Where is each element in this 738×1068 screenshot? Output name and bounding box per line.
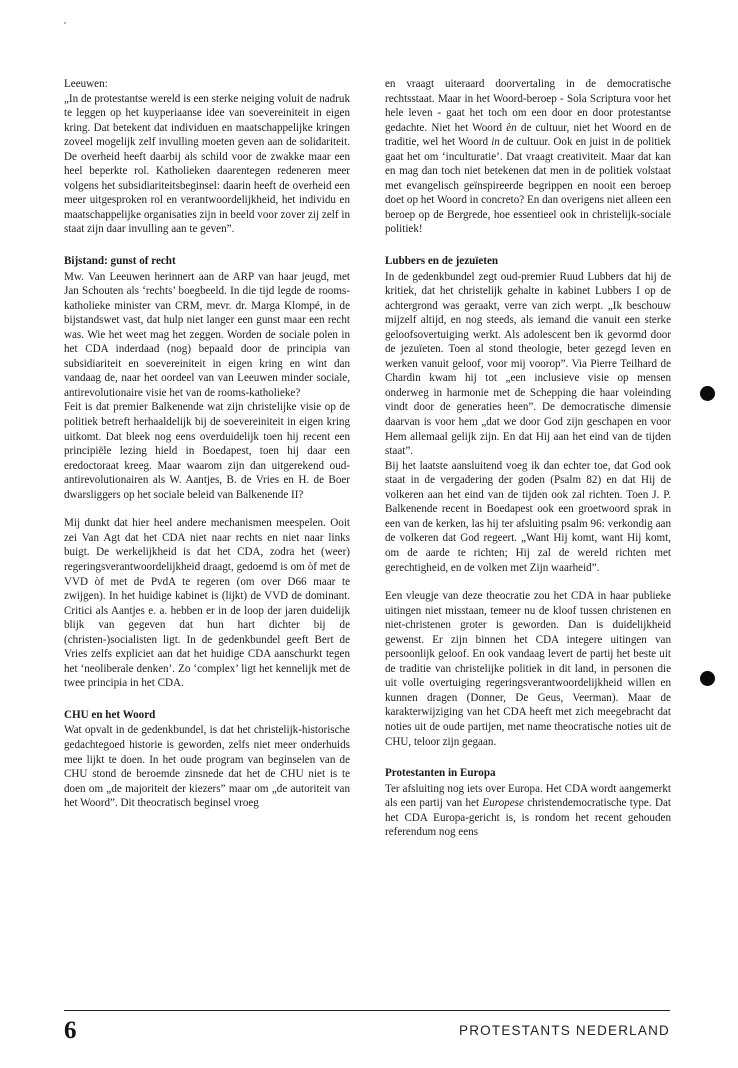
- paragraph: In de gedenkbundel zegt oud-premier Ruud Lubbers dat hij de kritiek, dat het christelijk gehalte in kabinet Lubbers I op de achtergrond was geraakt, verre van zich werpt. „Ik beschouw mijzelf altijd, en nog steeds, als iemand die vanuit een sterke geloofsovertuiging werkt. Als adolescent ben ik gevormd door de jezuïeten. Toen al stond theologie, beter gezegd leven en werken vanuit geloof, voor mij voorop”. Via Pierre Teilhard de Chardin kwam hij tot „een inclusieve visie op mensen onderweg in harmonie met de Schepping die haar voleinding vindt door de generaties heen”. De democratische dimensie daarvan is voor hem „dat we door God zijn geschapen en voor Hem allemaal gelijk zijn. En dat Hij aan het eind van de tijden staat”.: [385, 270, 671, 458]
- paragraph: Een vleugje van deze theocratie zou het CDA in haar publieke uitingen niet misstaan, temeer nu de kloof tussen christenen en niet-christenen groter is geworden. Dan is duidelijkheid gewenst. Er zijn binnen het CDA integere uitingen van persoonlijk geloof. En ook vandaag levert de partij het beste uit de traditie van christelijke politiek in dit land, in personen die uit volle overtuiging regeringsverantwoordelijkheid willen en kunnen dragen (Donner, De Geus, Veerman). Maar de karakterwijziging van het CDA heeft met zich meegebracht dat noties uit de oude partijen, met name theocratische noties uit de CHU, teloor zijn gegaan.: [385, 590, 671, 748]
- text-run: de cultuur, niet het Woord en de traditie, wel het Woord: [385, 121, 672, 149]
- emphasis: Europese: [482, 797, 524, 810]
- page-number: 6: [64, 1017, 77, 1044]
- section-heading-lubbers: Lubbers en de jezuïeten: [385, 255, 499, 268]
- emphasis: èn: [506, 121, 517, 134]
- emphasis: in: [491, 136, 500, 149]
- section-heading-europa: Protestanten in Europa: [385, 767, 496, 780]
- continued-paragraph: [385, 77, 671, 237]
- section-heading-bijstand: Bijstand: gunst of recht: [64, 255, 176, 268]
- paragraph: Feit is dat premier Balkenende wat zijn christelijke visie op de politiek betreft herhaaldelijk bij de soevereiniteit in eigen kring uitkomt. Dat bleek nog eens overduidelijk toen hij recent een principiële lezing hield in Boedapest, toen hij daar een eredoctoraat kreeg. Maar waarom zijn dan uitgerekend oud-antirevolutionairen als W. Aantjes, B. de Vries en H. de Boer dwarsliggers op het sociale beleid van Balkenende II?: [64, 401, 350, 501]
- section-heading-chu: CHU en het Woord: [64, 708, 156, 721]
- text-run: en vraagt uiteraard doorvertaling in de democratische rechtsstaat. Maar in het Woord-beroep - Sola Scriptura voor het hele leven - gaat het toch om een door en door protestantse gedachte. Niet het Woord: [385, 78, 671, 134]
- right-column: [385, 77, 671, 840]
- intro-label: Leeuwen:: [64, 78, 108, 90]
- paragraph: [385, 782, 671, 840]
- paragraph: Mw. Van Leeuwen herinnert aan de ARP van haar jeugd, met Jan Schouten als ‘rechts’ boegbeeld. In die tijd legde de rooms-katholieke minister van CRM, mevr. dr. Marga Klompé, in de bijstandswet vast, dat hulp niet langer een gunst maar een recht was. Wie het weet mag het zeggen. Worden de sociale polen in het CDA inderdaad (nog) bepaald door de principia van subsidiariteit en soevereiniteit in eigen kring en wint dan vandaag de, naar het oordeel van van Leeuwen minder sociale, antirevolutionaire visie het van de rooms-katholieke?: [64, 270, 350, 399]
- text-run: de cultuur. Ook en juist in de politiek gaat het om ‘inculturatie’. Dat vraagt creativiteit. Maar dat kan en mag dan toch niet betekenen dat men in de politiek volstaat met evangelisch geïnspireerde begrippen en nooit een beroep doet op het Woord in concreto? En dan overigens niet alleen een beroep op de Bergrede, hoe essentieel ook in christelijk-sociale politiek!: [385, 136, 671, 236]
- text-run: Ter afsluiting nog iets over Europa. Het CDA wordt aangemerkt als een partij van het: [385, 782, 671, 810]
- opening-quote: „In de protestantse wereld is een sterke neiging voluit de nadruk te leggen op het kuyperiaanse idee van soevereiniteit in eigen kring. Dat betekent dat individuen en maatschappelijke kringen zoveel mogelijk zelf invulling moeten geven aan de solidariteit. De overheid heeft daarbij als schild voor de zwakke maar een heel beperkte rol. Katholieken daarentegen redeneren meer volgens het subsidiariteitsbeginsel: daarin heeft de overheid een meer uitgesproken rol en verantwoordelijkheid, het individu en maatschappelijke organisaties zijn in beeld voor zover zij zelf in staat zijn daar invulling aan te geven”.: [64, 92, 350, 236]
- scan-speck: [64, 22, 66, 24]
- footer-rule: [64, 1010, 670, 1011]
- publication-name: PROTESTANTS NEDERLAND: [459, 1023, 670, 1038]
- paragraph: Bij het laatste aansluitend voeg ik dan echter toe, dat God ook staat in de vergadering der goden (Psalm 82) en dat Hij de volkeren aan het eind van de tijden ook zal richten. Toen J. P. Balkenende recent in Boedapest ook een groetwoord sprak in een van de kerken, las hij ter afsluiting psalm 96: verkondig aan de volkeren dat God regeert. „Want Hij komt, want Hij komt, om de aarde te richten; Hij zal de wereld richten met gerechtigheid, en de volken met Zijn waarheid”.: [385, 459, 671, 574]
- text-run: christendemocratische type. Dat het CDA Europa-gericht is, is rondom het recent gehouden referendum nog eens: [385, 797, 671, 839]
- paragraph: Wat opvalt in de gedenkbundel, is dat het christelijk-historische gedachtegoed historie is geworden, zelfs niet meer onderhuids mee lijkt te doen. In het oude program van beginselen van de CHU stond de beroemde zinsnede dat het de CHU niet is te doen om „de majoriteit der kiezers” maar om „de autoriteit van het Woord”. Dit theocratisch beginsel vroeg: [64, 724, 350, 810]
- binder-hole: [700, 386, 715, 401]
- paragraph: Mij dunkt dat hier heel andere mechanismen meespelen. Ooit zei Van Agt dat het CDA niet naar rechts en niet naar links buigt. De werkelijkheid is dat het CDA, zodra het (weer) regeringsverantwoordelijkheid draagt, gedoemd is om òf met de VVD òf met de PvdA te regeren (om over D66 maar te zwijgen). In het huidige kabinet is (lijkt) de VVD de dominant. Critici als Aantjes e. a. hebben er in de loop der jaren duidelijk blijk van gegeven dat hun hart dichter bij de (christen-)socialisten ligt. In de gedenkbundel geeft Bert de Vries zelfs expliciet aan dat het huidige CDA aanschurkt tegen het ‘neoliberale denken’. Zo ‘complex’ ligt het kennelijk met de twee principia in het CDA.: [64, 517, 350, 690]
- left-column: [64, 77, 350, 811]
- binder-hole: [700, 671, 715, 686]
